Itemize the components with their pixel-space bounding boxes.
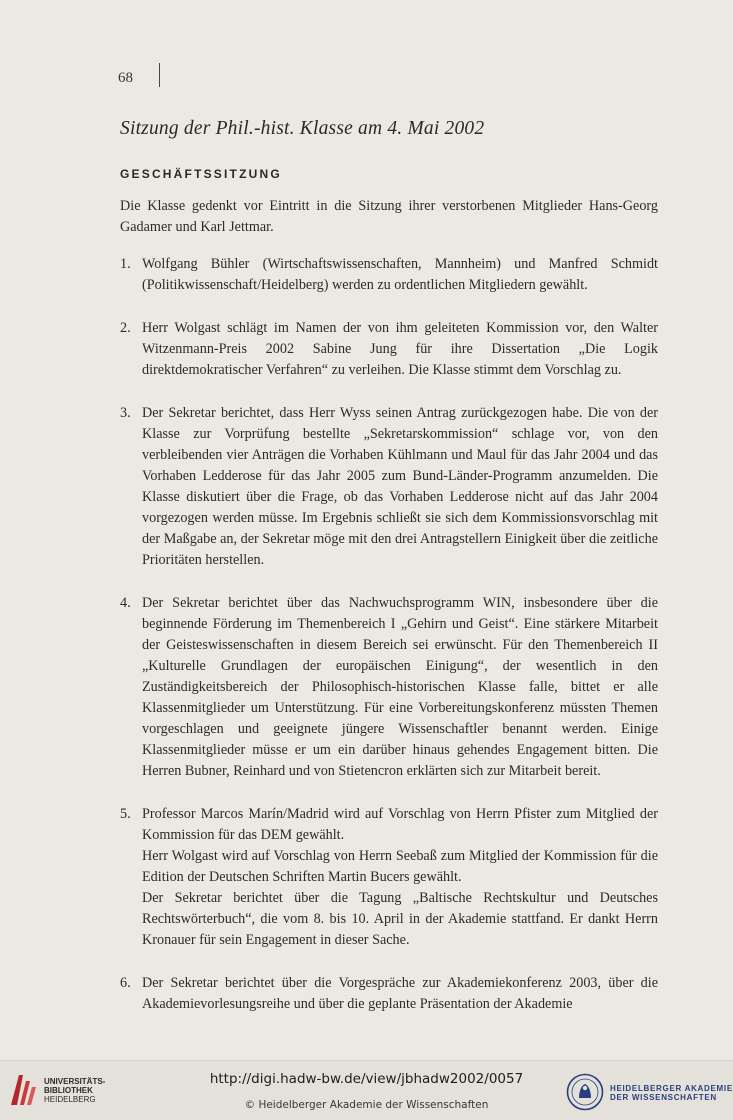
intro-paragraph: Die Klasse gedenkt vor Eintritt in die Sitzung ihrer verstorbenen Mitglieder Hans-Georg Gadamer und Karl Jettmar.: [120, 198, 658, 235]
copyright-notice: © Heidelberger Akademie der Wissenschaften: [244, 1099, 489, 1111]
agenda-list: [120, 254, 658, 1015]
item-paragraph: Herr Wolgast schlägt im Namen der von ihm geleiteten Kommission vor, den Walter Witzenmann-Preis 2002 Sabine Jung für ihre Dissertation „Die Logik direktdemokratischer Verfahren“ zu verleihen. Die Klasse stimmt dem Vorschlag zu.: [142, 320, 658, 378]
agenda-item: [120, 593, 658, 782]
item-paragraph: Der Sekretar berichtet, dass Herr Wyss seinen Antrag zurückgezogen habe. Die von der Klasse zur Vorprüfung bestellte „Sekretarskommission“ schlage vor, von den verbleibenden vier Anträgen die Vorhaben Kühlmann und Maul für das Jahr 2004 und das Vorhaben Ledderose für das Jahr 2005 zum Bund-Länder-Programm anzumelden. Die Klasse diskutiert über die Frage, ob das Vorhaben Ledderose nicht auf das Jahr 2004 vorgezogen werden müsse. Im Ergebnis schließt sie sich dem Kommissionsvorschlag mit der Maßgabe an, der Sekretar möge mit den drei Antragstellern Einigkeit über die zeitliche Prioritäten herstellen.: [142, 405, 658, 568]
academy-seal-icon: [566, 1073, 604, 1111]
item-number: 1.: [120, 256, 131, 272]
agenda-item: [120, 318, 658, 381]
library-name-line: BIBLIOTHEK: [44, 1086, 93, 1095]
agenda-item: [120, 973, 658, 1015]
item-number: 5.: [120, 806, 131, 822]
item-paragraph: Herr Wolgast wird auf Vorschlag von Herrn Seebaß zum Mitglied der Kommission für die Edition der Deutschen Schriften Martin Bucers gewählt.: [142, 848, 658, 885]
item-number: 6.: [120, 975, 131, 991]
permalink[interactable]: http://digi.hadw-bw.de/view/jbhadw2002/0057: [209, 1071, 524, 1087]
page-number-divider: [159, 63, 160, 87]
section-title: Sitzung der Phil.-hist. Klasse am 4. Mai 2002: [120, 118, 485, 139]
page-number: 68: [118, 70, 133, 86]
library-name-line: HEIDELBERG: [44, 1095, 96, 1104]
item-paragraph: Der Sekretar berichtet über die Tagung „Baltische Rechtskultur und Deutsches Rechtswörterbuch“, die vom 8. bis 10. April in der Akademie stattfand. Er dankt Herrn Kronauer für sein Engagement in dieser Sache.: [142, 890, 658, 948]
academy-name-line: DER WISSENSCHAFTEN: [610, 1093, 717, 1102]
item-paragraph: Professor Marcos Marín/Madrid wird auf Vorschlag von Herrn Pfister zum Mitglied der Kommission für das DEM gewählt.: [142, 806, 658, 843]
library-name-line: UNIVERSITÄTS-: [44, 1077, 106, 1086]
digitization-footer: [0, 1060, 733, 1120]
agenda-item: [120, 804, 658, 951]
academy-name: [610, 1084, 733, 1102]
item-paragraph: Der Sekretar berichtet über das Nachwuchsprogramm WIN, insbesondere über die beginnende Förderung im Themenbereich I „Gehirn und Geist“. Eine stärkere Mitarbeit der Geisteswissenschaften in diesem Bereich sei erwünscht. Für den Themenbereich II „Kulturelle Grundlagen der europäischen Einigung“, der wesentlich in den Zuständigkeitsbereich der Philosophisch-historischen Klasse falle, bittet er alle Klassenmitglieder um Unterstützung. Für eine Vorbereitungskonferenz müssten Themen vorgeschlagen und geeignete jüngere Wissenschaftler benannt werden. Einige Klassenmitglieder müsse er um ein darüber hinaus gehendes Engagement bitten. Die Herren Bubner, Reinhard und von Stietencron erklärten sich zur Mitarbeit bereit.: [142, 595, 658, 779]
item-number: 3.: [120, 405, 131, 421]
agenda-item: [120, 403, 658, 571]
academy-name-line: HEIDELBERGER AKADEMIE: [610, 1084, 733, 1093]
agenda-item: [120, 254, 658, 296]
item-number: 2.: [120, 320, 131, 336]
item-paragraph: Wolfgang Bühler (Wirtschaftswissenschaften, Mannheim) und Manfred Schmidt (Politikwissenschaft/Heidelberg) werden zu ordentlichen Mitgliedern gewählt.: [142, 256, 658, 293]
item-number: 4.: [120, 595, 131, 611]
subsection-heading: GESCHÄFTSSITZUNG: [120, 167, 282, 181]
item-paragraph: Der Sekretar berichtet über die Vorgespräche zur Akademiekonferenz 2003, über die Akademievorlesungsreihe und über die geplante Präsentation der Akademie: [142, 975, 658, 1012]
